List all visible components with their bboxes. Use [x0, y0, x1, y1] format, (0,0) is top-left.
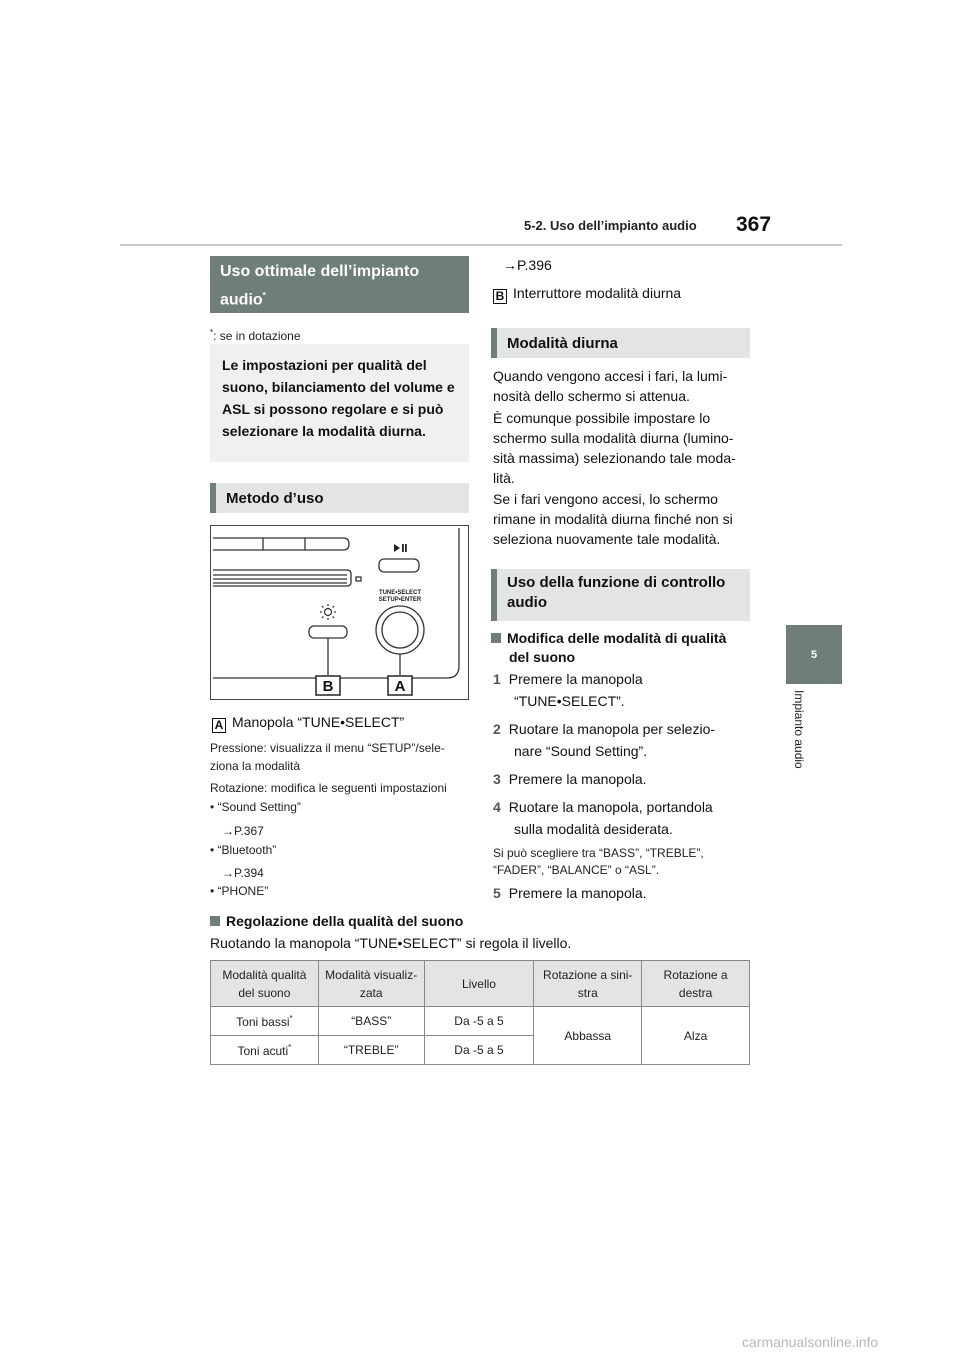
- header-divider: [120, 244, 842, 246]
- footnote-mark: *: [210, 328, 214, 337]
- table-row: [211, 1007, 750, 1036]
- day-text-3b: rimane in modalità diurna finché non si: [493, 511, 733, 527]
- square-bullet-icon: [491, 633, 501, 643]
- header-text: Rotazione a sini-: [543, 967, 633, 982]
- main-heading-mark: *: [262, 291, 266, 300]
- step-5: [493, 883, 647, 903]
- step-3-text: Premere la manopola.: [508, 771, 647, 787]
- step-2: [493, 719, 715, 739]
- day-text-3c: seleziona nuovamente tale modalità.: [493, 531, 721, 547]
- watermark: carmanualsonline.info: [742, 1334, 879, 1350]
- table-header-cell: [424, 961, 534, 1007]
- knob-label-setup: SETUP•ENTER: [378, 597, 422, 603]
- header-text: Livello: [461, 976, 496, 991]
- day-text-2b: schermo sulla modalità diurna (lumino-: [493, 430, 734, 446]
- step-1-number: 1: [493, 671, 501, 687]
- day-text-1a: Quando vengono accesi i fari, la lumi-: [493, 368, 728, 384]
- day-text-2d: lità.: [493, 470, 515, 486]
- step-1-cont: “TUNE•SELECT”.: [514, 693, 625, 709]
- footnote: [210, 324, 301, 345]
- table-header-cell: [211, 961, 319, 1007]
- cell-text: Toni acuti: [237, 1043, 289, 1058]
- info-box: Le impostazioni per qualità del suono, bilanciamento del volume e ASL si possono regolare e si può selezionare la modalità diurna.: [210, 344, 469, 462]
- choose-text-2: “FADER”, “BALANCE” o “ASL”.: [493, 863, 660, 877]
- main-heading: [210, 256, 469, 313]
- modify-heading-1: [491, 628, 726, 648]
- step-2-text: Ruotare la manopola per selezio-: [508, 721, 716, 737]
- step-5-number: 5: [493, 885, 501, 901]
- quality-heading-text: Regolazione della qualità del suono: [226, 913, 464, 929]
- table-header-cell: [642, 961, 750, 1007]
- header-text: Rotazione a: [663, 967, 728, 982]
- step-3-number: 3: [493, 771, 501, 787]
- bullet-bluetooth: • “Bluetooth”: [210, 843, 277, 857]
- modify-heading-2: del suono: [509, 649, 576, 665]
- table-header-row: [211, 961, 750, 1007]
- step-4: [493, 797, 713, 817]
- table-cell-right-rotation: Alza: [642, 1007, 750, 1065]
- method-heading: Metodo d’uso: [210, 483, 469, 513]
- step-1-text: Premere la manopola: [508, 671, 643, 687]
- press-text-2: ziona la modalità: [210, 759, 301, 773]
- table-cell-mode: [211, 1007, 319, 1036]
- table-cell-display: “BASS”: [318, 1007, 424, 1036]
- chapter-label: Impianto audio: [792, 690, 806, 769]
- section-title: 5-2. Uso dell’impianto audio: [524, 218, 697, 233]
- label-a-text: Manopola “TUNE•SELECT”: [232, 714, 405, 730]
- chapter-number: 5: [810, 648, 818, 661]
- bullet-phone: • “PHONE”: [210, 884, 269, 898]
- table-cell-level: Da -5 a 5: [424, 1036, 534, 1065]
- day-text-2a: È comunque possibile impostare lo: [493, 410, 711, 426]
- table-cell-level: Da -5 a 5: [424, 1007, 534, 1036]
- table-header-cell: [534, 961, 642, 1007]
- label-a-box: A: [212, 718, 226, 733]
- control-heading-line-2: audio: [507, 594, 547, 611]
- footnote-text: : se in dotazione: [213, 329, 301, 343]
- table-cell-display: “TREBLE”: [318, 1036, 424, 1065]
- press-text-1: Pressione: visualizza il menu “SETUP”/sele-: [210, 741, 445, 755]
- header-text: zata: [359, 985, 383, 1000]
- sound-quality-table: [210, 960, 750, 1065]
- knob-label-tune: TUNE•SELECT: [378, 590, 422, 596]
- ref-p394: →P.394: [222, 866, 264, 880]
- ref-p367: →P.367: [222, 824, 264, 838]
- step-4-text: Ruotare la manopola, portandola: [508, 799, 713, 815]
- control-heading-line-1: Uso della funzione di controllo: [507, 574, 726, 591]
- step-1: [493, 669, 643, 689]
- main-heading-text: Uso ottimale dell’impianto audio: [220, 263, 420, 309]
- quality-heading: [210, 911, 463, 931]
- day-text-1b: nosità dello schermo si attenua.: [493, 388, 690, 404]
- control-heading: [491, 569, 750, 621]
- label-b-box: B: [493, 289, 507, 304]
- page-number: 367: [736, 213, 772, 236]
- choose-text-1: Si può scegliere tra “BASS”, “TREBLE”,: [493, 846, 704, 860]
- table-cell-left-rotation: Abbassa: [534, 1007, 642, 1065]
- table-header-cell: [318, 961, 424, 1007]
- day-mode-heading: Modalità diurna: [491, 328, 750, 358]
- cell-mark: *: [288, 1042, 292, 1052]
- cell-mark: *: [289, 1013, 293, 1023]
- label-b-text: Interruttore modalità diurna: [513, 285, 682, 301]
- modify-heading-text-1: Modifica delle modalità di qualità: [507, 630, 727, 646]
- callout-a-label: A: [394, 678, 406, 695]
- table-cell-mode: [211, 1036, 319, 1065]
- header-text: destra: [678, 985, 713, 1000]
- square-bullet-icon: [210, 916, 220, 926]
- chapter-tab: [786, 625, 842, 684]
- cell-text: Toni bassi: [236, 1014, 290, 1029]
- step-2-number: 2: [493, 721, 501, 737]
- day-text-2c: sità massima) selezionando tale moda-: [493, 450, 736, 466]
- audio-panel-figure: [210, 525, 469, 700]
- header-text: stra: [577, 985, 598, 1000]
- day-text-3a: Se i fari vengono accesi, lo schermo: [493, 491, 718, 507]
- step-5-text: Premere la manopola.: [508, 885, 647, 901]
- label-b-line: [493, 283, 681, 304]
- bullet-sound-setting: • “Sound Setting”: [210, 800, 301, 814]
- rotation-text: Rotazione: modifica le seguenti impostazioni: [210, 781, 447, 795]
- step-2-cont: nare “Sound Setting”.: [514, 743, 648, 759]
- step-3: [493, 769, 647, 789]
- quality-text: Ruotando la manopola “TUNE•SELECT” si regola il livello.: [210, 935, 572, 951]
- header-text: Modalità qualità: [222, 967, 307, 982]
- header-text: del suono: [238, 985, 291, 1000]
- label-a-line: [212, 712, 404, 733]
- step-4-cont: sulla modalità desiderata.: [514, 821, 673, 837]
- header-text: Modalità visualiz-: [325, 967, 418, 982]
- callout-b-label: B: [322, 678, 334, 695]
- step-4-number: 4: [493, 799, 501, 815]
- audio-panel-illustration: [211, 526, 468, 699]
- ref-p396: →P.396: [503, 257, 552, 273]
